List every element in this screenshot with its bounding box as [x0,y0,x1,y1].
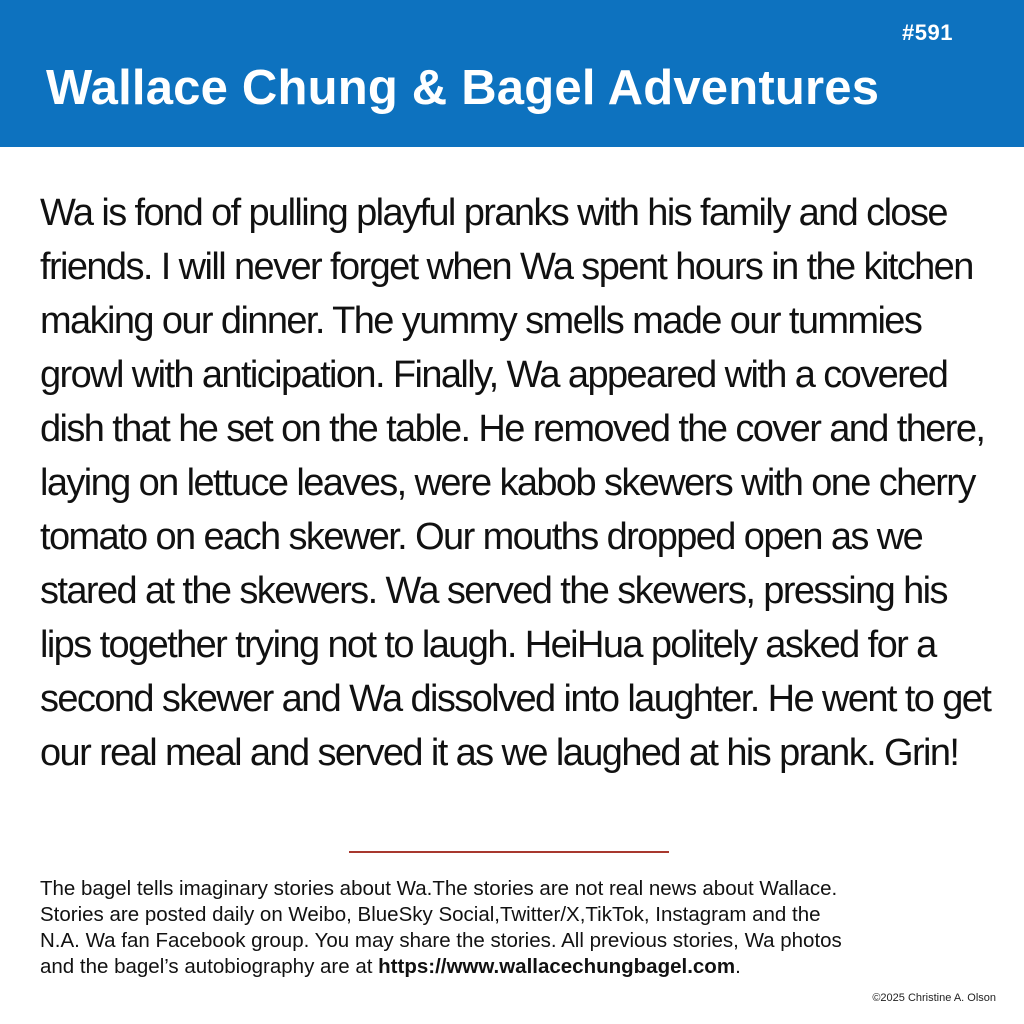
story-line: making our dinner. The yummy smells made our tummies [40,300,922,342]
story-line: tomato on each skewer. Our mouths dropped open as we [40,516,923,558]
footer-line-prefix: and the bagel’s autobiography are at [40,955,379,978]
footer-line: The bagel tells imaginary stories about Wa.The stories are not real news about Wallace. [40,877,838,900]
footer-line: N.A. Wa fan Facebook group. You may share the stories. All previous stories, Wa photos [40,929,842,952]
story-line: dish that he set on the table. He removed the cover and there, [40,408,985,450]
copyright-notice: ©2025 Christine A. Olson [872,992,996,1004]
story-line: stared at the skewers. Wa served the skewers, pressing his [40,570,947,612]
website-link[interactable]: https://www.wallacechungbagel.com [378,955,736,978]
issue-number: #591 [902,20,953,45]
story-line: Wa is fond of pulling playful pranks with his family and close [40,192,947,234]
story-line: second skewer and Wa dissolved into laughter. He went to get [40,678,991,720]
story-line: lips together trying not to laugh. HeiHua politely asked for a [40,624,936,666]
story-line: growl with anticipation. Finally, Wa appeared with a covered [40,354,948,396]
story-line: our real meal and served it as we laughed at his prank. Grin! [40,732,959,774]
footer-line-suffix: . [735,955,741,978]
header-banner [0,0,1024,147]
story-text [40,186,1005,780]
section-divider [349,851,669,853]
footer-line: Stories are posted daily on Weibo, BlueSky Social,Twitter/X,TikTok, Instagram and the [40,903,821,926]
footer-line [40,954,1000,980]
story-line: laying on lettuce leaves, were kabob skewers with one cherry [40,462,975,504]
page-title: Wallace Chung & Bagel Adventures [46,61,880,115]
story-line: friends. I will never forget when Wa spent hours in the kitchen [40,246,973,288]
footer-note [40,876,1000,980]
